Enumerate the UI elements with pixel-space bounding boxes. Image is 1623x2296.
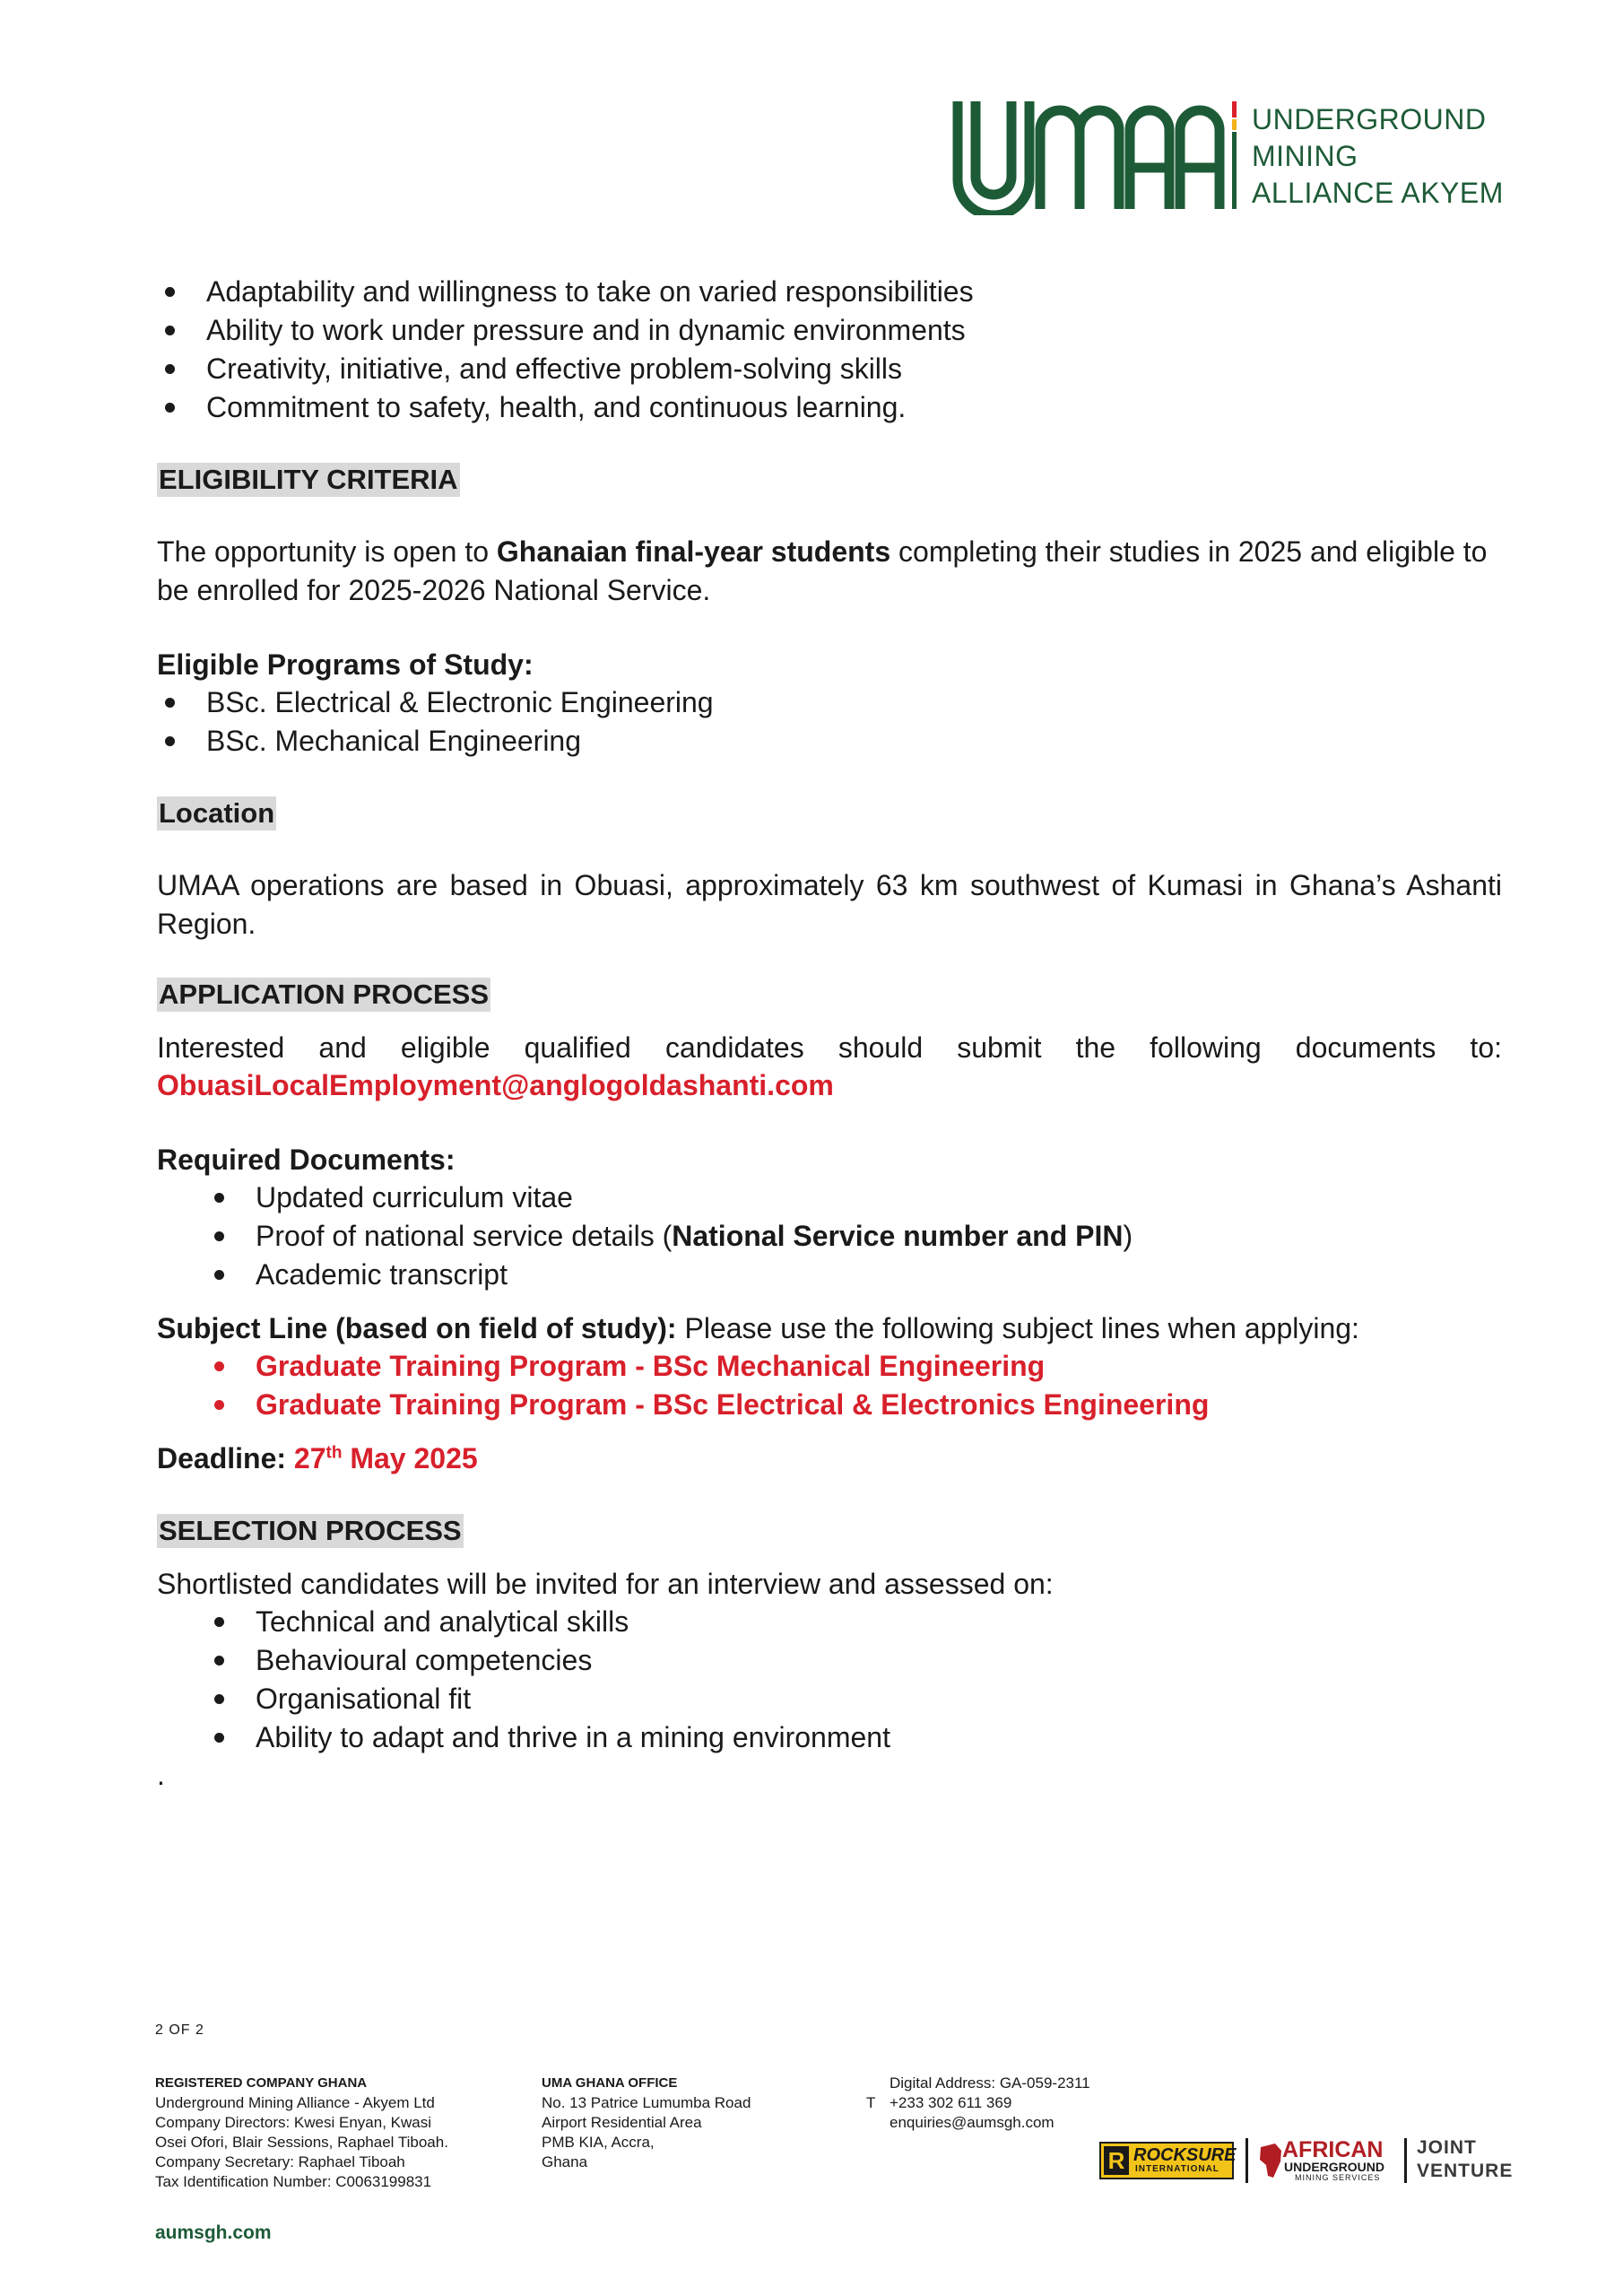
- digital-address: Digital Address: GA-059-2311: [890, 2074, 1090, 2092]
- african-main: AFRICAN: [1282, 2137, 1384, 2162]
- office-line: Airport Residential Area: [542, 2114, 702, 2131]
- list-item: BSc. Mechanical Engineering: [157, 722, 1502, 761]
- deadline-date: [294, 1442, 478, 1474]
- subject-line-text: Please use the following subject lines when applying:: [676, 1312, 1359, 1344]
- office-line: PMB KIA, Accra,: [542, 2134, 655, 2151]
- phone-label: T: [866, 2094, 876, 2111]
- list-item: Graduate Training Program - BSc Mechanical Engineering: [157, 1347, 1502, 1386]
- office-line: No. 13 Patrice Lumumba Road: [542, 2094, 751, 2111]
- list-item: [157, 1217, 1502, 1256]
- eligibility-paragraph: [157, 533, 1502, 610]
- african-mid: UNDERGROUND: [1284, 2160, 1384, 2174]
- programs-list: [157, 683, 1502, 761]
- rocksure-logo: [1099, 2142, 1237, 2179]
- eligibility-text-post: completing their studies in 2025 and eligible to be enrolled for 2025-2026 National Service.: [157, 535, 1488, 606]
- list-item: Ability to adapt and thrive in a mining environment: [157, 1718, 1502, 1757]
- eligibility-text-bold: Ghanaian final-year students: [496, 535, 891, 568]
- application-heading-wrap: [157, 978, 490, 1012]
- deadline-suffix: th: [325, 1443, 343, 1463]
- rocksure-r-icon: R: [1104, 2146, 1129, 2175]
- reg-line: Osei Ofori, Blair Sessions, Raphael Tiboah.: [155, 2134, 448, 2151]
- phone-row: [866, 2093, 1090, 2113]
- application-heading: APPLICATION PROCESS: [159, 978, 490, 1010]
- selection-intro: Shortlisted candidates will be invited for an interview and assessed on:: [157, 1568, 1054, 1600]
- joint-venture-label: [1417, 2136, 1513, 2183]
- list-item: Technical and analytical skills: [157, 1603, 1502, 1641]
- required-docs-label: Required Documents:: [157, 1144, 456, 1176]
- list-item: Updated curriculum vitae: [157, 1178, 1502, 1217]
- location-heading-wrap: [157, 796, 276, 831]
- reg-line: Company Secretary: Raphael Tiboah: [155, 2153, 405, 2170]
- reg-line: Underground Mining Alliance - Akyem Ltd: [155, 2094, 435, 2111]
- list-item: Creativity, initiative, and effective problem-solving skills: [157, 350, 1502, 388]
- contact-email[interactable]: enquiries@aumsgh.com: [890, 2114, 1055, 2131]
- list-item: Organisational fit: [157, 1680, 1502, 1718]
- eligibility-heading-wrap: [157, 463, 460, 497]
- logo-divider: [1245, 2138, 1248, 2183]
- selection-list: [157, 1603, 1502, 1757]
- location-text: UMAA operations are based in Obuasi, approximately 63 km southwest of Kumasi in Ghana’s Ashanti Region.: [157, 869, 1502, 940]
- required-docs-list: [157, 1178, 1502, 1294]
- phone-number[interactable]: +233 302 611 369: [890, 2094, 1012, 2111]
- trailing-dot: .: [157, 1759, 165, 1791]
- african-sub: MINING SERVICES: [1295, 2173, 1381, 2182]
- logo-line-3: ALLIANCE AKYEM: [1252, 177, 1504, 209]
- registered-company-block: [155, 2074, 448, 2192]
- logo-wordmark: [1252, 101, 1504, 212]
- office-line: Ghana: [542, 2153, 588, 2170]
- skills-section: [157, 273, 1502, 427]
- logo-line-1: UNDERGROUND: [1252, 103, 1487, 135]
- deadline: [157, 1439, 478, 1478]
- doc2-text-post: ): [1123, 1220, 1133, 1252]
- list-item: BSc. Electrical & Electronic Engineering: [157, 683, 1502, 722]
- eligibility-heading: ELIGIBILITY CRITERIA: [159, 464, 458, 495]
- reg-line: Tax Identification Number: C0063199831: [155, 2173, 432, 2190]
- deadline-day: 27: [293, 1442, 326, 1474]
- application-intro: Interested and eligible qualified candidates should submit the following documents to:: [157, 1031, 1502, 1064]
- subject-line-label: Subject Line (based on field of study):: [157, 1312, 677, 1344]
- doc2-text-bold: National Service number and PIN: [672, 1220, 1124, 1252]
- subject-line-paragraph: [157, 1309, 1502, 1348]
- eligibility-text-pre: The opportunity is open to: [157, 535, 497, 568]
- african-underground-logo: [1257, 2138, 1401, 2183]
- deadline-rest: May 2025: [342, 1442, 478, 1474]
- page-number: 2 OF 2: [155, 2022, 204, 2038]
- rocksure-main: ROCKSURE: [1133, 2145, 1237, 2165]
- required-docs-section: [157, 1178, 1502, 1294]
- jv-line-2: VENTURE: [1417, 2161, 1514, 2181]
- selection-heading: SELECTION PROCESS: [159, 1515, 462, 1546]
- umaa-logo-mark: [950, 94, 1237, 215]
- skills-list: [157, 273, 1502, 427]
- rocksure-sub: INTERNATIONAL: [1135, 2164, 1219, 2174]
- application-email-link[interactable]: ObuasiLocalEmployment@anglogoldashanti.com: [157, 1069, 834, 1101]
- deadline-label: Deadline:: [157, 1442, 287, 1474]
- list-item: Behavioural competencies: [157, 1641, 1502, 1680]
- logo-line-2: MINING: [1252, 140, 1358, 172]
- african-map-icon: [1257, 2142, 1284, 2179]
- umaa-logo: [950, 94, 1506, 215]
- list-item: Ability to work under pressure and in dynamic environments: [157, 311, 1502, 350]
- jv-line-1: JOINT: [1417, 2137, 1477, 2158]
- office-heading: UMA GHANA OFFICE: [542, 2075, 678, 2091]
- doc2-text-pre: Proof of national service details (: [256, 1220, 673, 1252]
- registered-company-heading: REGISTERED COMPANY GHANA: [155, 2075, 368, 2091]
- logo-divider: [1404, 2138, 1407, 2183]
- subjects-section: [157, 1347, 1502, 1424]
- selection-section: [157, 1603, 1502, 1757]
- office-block: [542, 2074, 751, 2172]
- programs-label: Eligible Programs of Study:: [157, 648, 534, 681]
- list-item: Academic transcript: [157, 1256, 1502, 1294]
- list-item: Graduate Training Program - BSc Electrical & Electronics Engineering: [157, 1386, 1502, 1424]
- list-item: Adaptability and willingness to take on varied responsibilities: [157, 273, 1502, 311]
- subjects-list: [157, 1347, 1502, 1424]
- contact-block: [866, 2074, 1090, 2133]
- location-heading: Location: [159, 797, 275, 829]
- reg-line: Company Directors: Kwesi Enyan, Kwasi: [155, 2114, 432, 2131]
- selection-heading-wrap: [157, 1514, 464, 1548]
- list-item: Commitment to safety, health, and continuous learning.: [157, 388, 1502, 427]
- website-link[interactable]: aumsgh.com: [155, 2222, 272, 2243]
- programs-section: [157, 683, 1502, 761]
